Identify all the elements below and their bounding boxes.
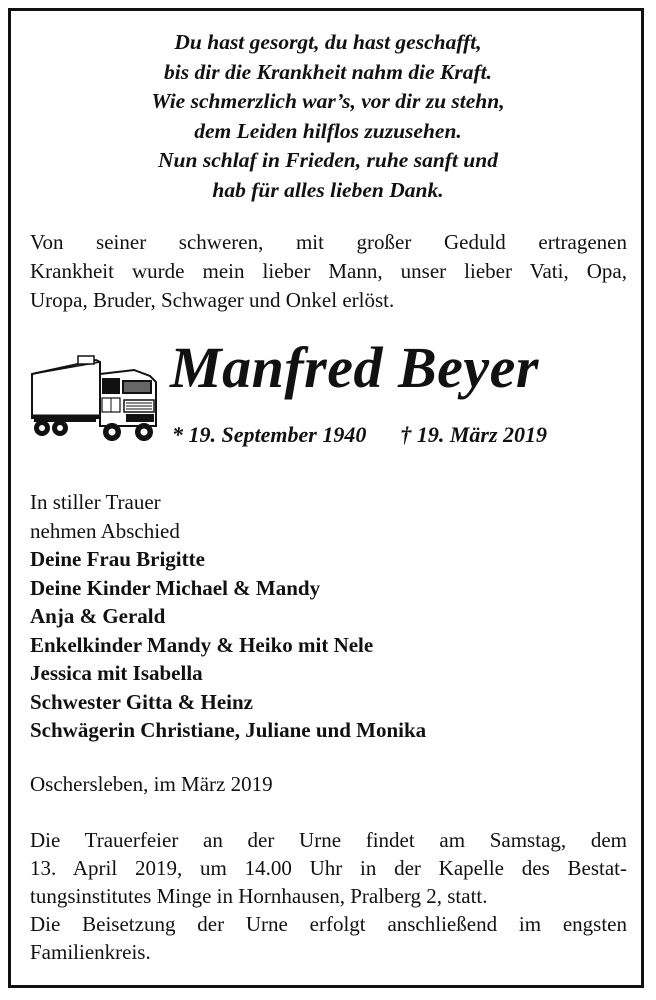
poem-line: Nun schlaf in Frieden, ruhe sanft und <box>158 148 498 172</box>
place-date: Oschersleben, im März 2019 <box>30 772 273 796</box>
service-line: tungsinstitutes Minge in Hornhausen, Pralberg 2, statt. <box>30 884 488 908</box>
poem-line: Du hast gesorgt, du hast geschafft, <box>174 30 482 54</box>
mourner-name: Deine Kinder Michael & Mandy <box>30 575 321 600</box>
service-line: Familienkreis. <box>30 940 151 964</box>
service-line: Die Beisetzung der Urne erfolgt anschließend im engsten <box>30 912 627 936</box>
intro-line: Uropa, Bruder, Schwager und Onkel erlöst. <box>30 288 395 312</box>
intro-line: Krankheit wurde mein lieber Mann, unser lieber Vati, Opa, <box>30 259 627 283</box>
mourner-name: Schwägerin Christiane, Juliane und Monika <box>30 718 427 742</box>
poem <box>20 28 636 205</box>
mourner-name: Schwester Gitta & Heinz <box>30 689 253 714</box>
poem-line: bis dir die Krankheit nahm die Kraft. <box>164 59 492 84</box>
death-date: † 19. März 2019 <box>400 422 548 447</box>
truck-icon <box>30 352 160 444</box>
mourner-name: Deine Frau Brigitte <box>30 547 205 571</box>
poem-line: dem Leiden hilflos zuzusehen. <box>194 118 462 143</box>
mourner-name: Anja & Gerald <box>30 604 166 628</box>
mourners-intro-line: nehmen Abschied <box>30 518 180 543</box>
service-line: Die Trauerfeier an der Urne findet am Samstag, dem <box>30 828 627 852</box>
life-dates <box>172 420 547 450</box>
service-line: 13. April 2019, um 14.00 Uhr in der Kapelle des Bestat- <box>30 856 627 880</box>
intro-paragraph <box>30 228 627 315</box>
deceased-name: Manfred Beyer <box>170 335 539 400</box>
mourners-list <box>30 488 630 745</box>
service-paragraph <box>30 826 627 966</box>
poem-line: hab für alles lieben Dank. <box>212 177 444 202</box>
mourner-name: Jessica mit Isabella <box>30 661 203 685</box>
poem-line: Wie schmerzlich war’s, vor dir zu stehn, <box>151 89 505 113</box>
intro-line: Von seiner schweren, mit großer Geduld ertragenen <box>30 230 627 254</box>
mourner-name: Enkelkinder Mandy & Heiko mit Nele <box>30 632 374 657</box>
mourners-intro-line: In stiller Trauer <box>30 490 161 514</box>
birth-date: * 19. September 1940 <box>172 422 367 447</box>
